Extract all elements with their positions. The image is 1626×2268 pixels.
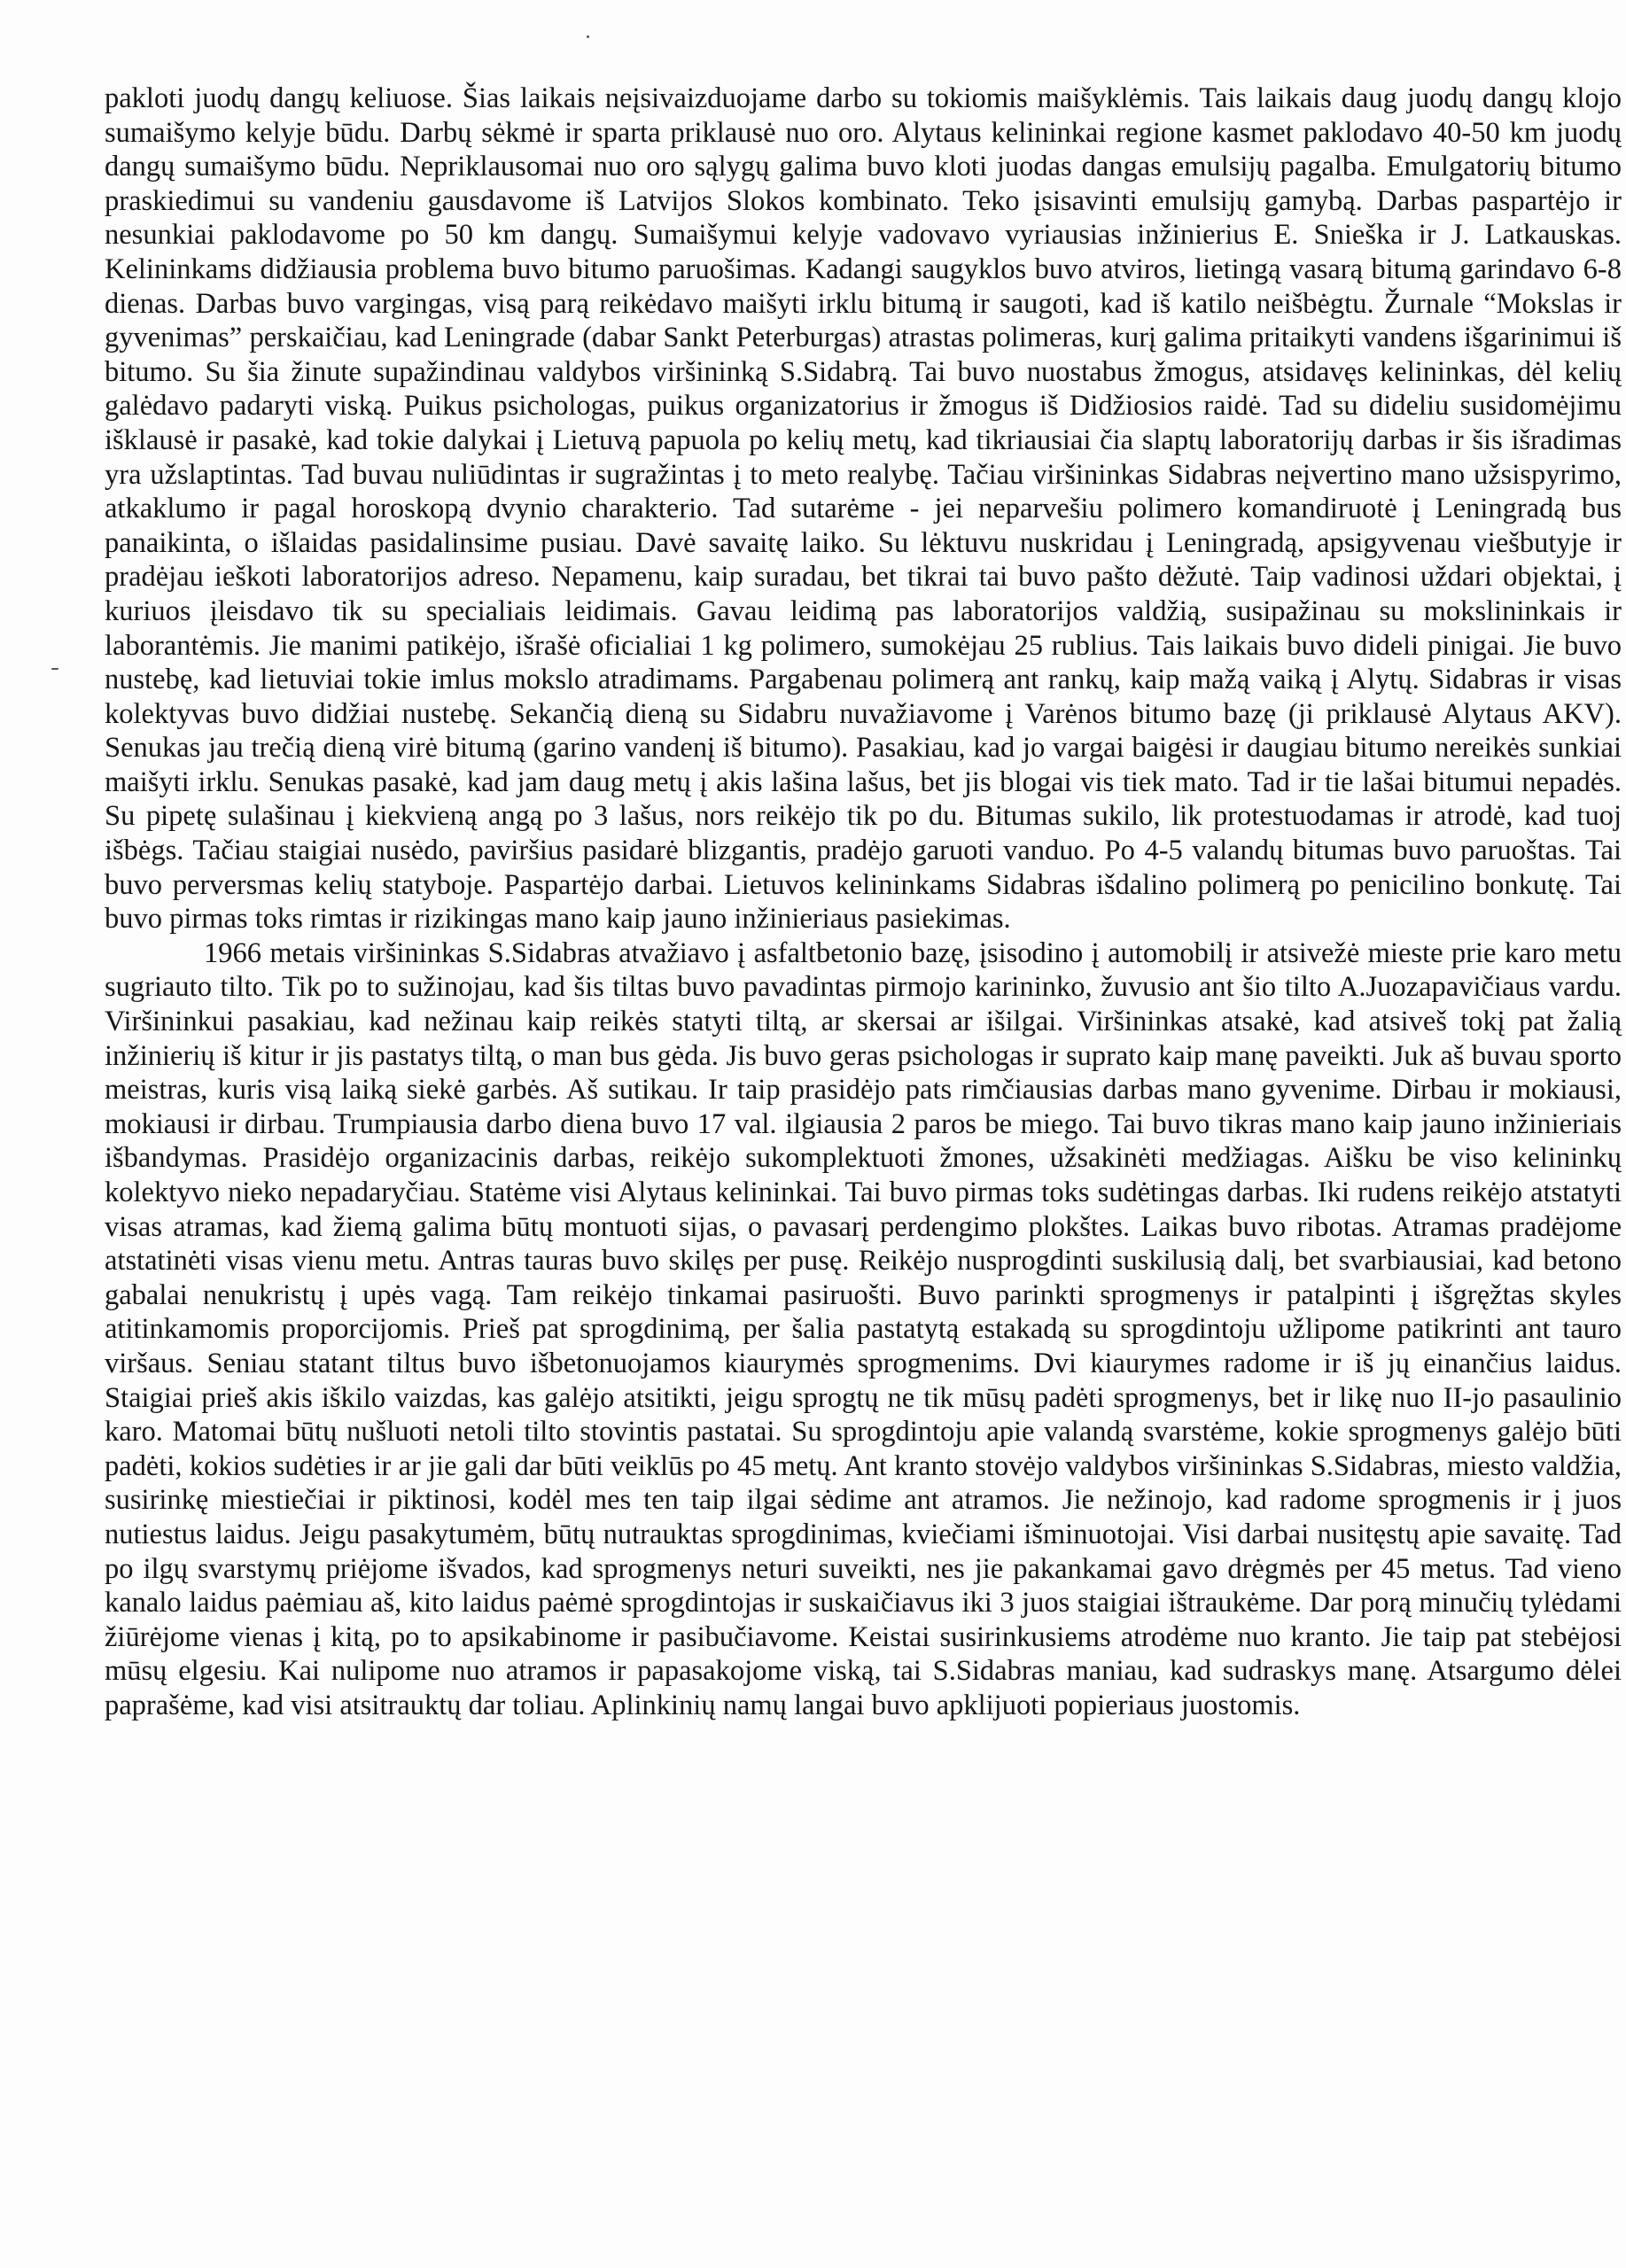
paragraph: 1966 metais viršininkas S.Sidabras atvažiavo į asfaltbetonio bazę, įsisodino į automobilį ir atsivežė mieste prie karo metu sugriauto tilto. Tik po to sužinojau, kad šis tiltas buvo pavadintas pirmojo karininko, žuvusio ant šio tilto A.Juozapavičiaus vardu. Viršininkui pasakiau, kad nežinau kaip reikės statyti tiltą, ar skersai ar išilgai. Viršininkas atsakė, kad atsiveš tokį pat žalią inžinierių iš kitur ir jis pastatys tiltą, o man bus gėda. Jis buvo geras psichologas ir suprato kaip manę paveikti. Juk aš buvau sporto meistras, kuris visą laiką siekė garbės. Aš sutikau. Ir taip prasidėjo pats rimčiausias darbas mano gyvenime. Dirbau ir mokiausi, mokiausi ir dirbau. Trumpiausia darbo diena buvo 17 val. ilgiausia 2 paros be miego. Tai buvo tikras mano kaip jauno inžinieriais išbandymas. Prasidėjo organizacinis darbas, reikėjo sukomplektuoti žmones, užsakinėti medžiagas. Aišku be viso kelininkų kolektyvo nieko nepadaryčiau. Statėme visi Alytaus kelininkai. Tai buvo pirmas toks sudėtingas darbas. Iki rudens reikėjo atstatyti visas atramas, kad žiemą galima būtų montuoti sijas, o pavasarį perdengimo plokštes. Laikas buvo ribotas. Atramas pradėjome atstatinėti visas vienu metu. Antras tauras buvo skilęs per pusę. Reikėjo nusprogdinti suskilusią dalį, bet svarbiausiai, kad betono gabalai nenukristų į upės vagą. Tam reikėjo tinkamai pasiruošti. Buvo parinkti sprogmenys ir patalpinti į išgręžtas skyles atitinkamomis proporcijomis. Prieš pat sprogdinimą, per šalia pastatytą estakadą su sprogdintoju užlipome patikrinti ant tauro viršaus. Seniau statant tiltus buvo išbetonuojamos kiaurymės sprogmenims. Dvi kiaurymes radome ir iš jų einančius laidus. Staigiai prieš akis iškilo vaizdas, kas galėjo atsitikti, jeigu sprogtų ne tik mūsų padėti sprogmenys, bet ir likę nuo II-jo pasaulinio karo. Matomai būtų nušluoti netoli tilto stovintis pastatai. Su sprogdintoju apie valandą svarstėme, kokie sprogmenys galėjo būti padėti, kokios sudėties ir ar jie gali dar būti veiklūs po 45 metų. Ant kranto stovėjo valdybos viršininkas S.Sidabras, miesto valdžia, susirinkę miestiečiai ir piktinosi, kodėl mes ten taip ilgai sėdime ant atramos. Jie nežinojo, kad radome sprogmenis ir į juos nutiestus laidus. Jeigu pasakytumėm, būtų nutrauktas sprogdinimas, kviečiami išminuotojai. Visi darbai nusitęstų apie savaitę. Tad po ilgų svarstymų priėjome išvados, kad sprogmenys neturi suveikti, nes jie pakankamai gavo drėgmės per 45 metus. Tad vieno kanalo laidus paėmiau aš, kito laidus paėmė sprogdintojas ir suskaičiavus iki 3 juos staigiai ištraukėme. Dar porą minučių tylėdami žiūrėjome vienas į kitą, po to apsikabinome ir pasibučiavome. Keistai susirinkusiems atrodėme nuo kranto. Jie taip pat stebėjosi mūsų elgesiu. Kai nulipome nuo atramos ir papasakojome viską, tai S.Sidabras maniau, kad sudraskys manę. Atsargumo dėlei paprašėme, kad visi atsitrauktų dar toliau. Aplinkinių namų langai buvo apklijuoti popieriaus juostomis. [105, 936, 1622, 1721]
scan-dot-left [51, 668, 58, 670]
paragraph: pakloti juodų dangų keliuose. Šias laikais neįsivaizduojame darbo su tokiomis maišyklėmis. Tais laikais daug juodų dangų klojo sumaišymo kelyje būdu. Darbų sėkmė ir sparta priklausė nuo oro. Alytaus kelininkai regione kasmet paklodavo 40-50 km juodų dangų sumaišymo būdu. Nepriklausomai nuo oro sąlygų galima buvo kloti juodas dangas emulsijų pagalba. Emulgatorių bitumo praskiedimui su vandeniu gausdavome iš Latvijos Slokos kombinato. Teko įsisavinti emulsijų gamybą. Darbas paspartėjo ir nesunkiai paklodavome po 50 km dangų. Sumaišymui kelyje vadovavo vyriausias inžinierius E. Snieška ir J. Latkauskas. Kelininkams didžiausia problema buvo bitumo paruošimas. Kadangi saugyklos buvo atviros, lietingą vasarą bitumą garindavo 6-8 dienas. Darbas buvo vargingas, visą parą reikėdavo maišyti irklu bitumą ir saugoti, kad iš katilo neišbėgtu. Žurnale “Mokslas ir gyvenimas” perskaičiau, kad Leningrade (dabar Sankt Peterburgas) atrastas polimeras, kurį galima pritaikyti vandens išgarinimui iš bitumo. Su šia žinute supažindinau valdybos viršininką S.Sidabrą. Tai buvo nuostabus žmogus, atsidavęs kelininkas, dėl kelių galėdavo padaryti viską. Puikus psichologas, puikus organizatorius ir žmogus iš Didžiosios raidė. Tad su dideliu susidomėjimu išklausė ir pasakė, kad tokie dalykai į Lietuvą papuola po kelių metų, kad tikriausiai čia slaptų laboratorijų darbas ir šis išradimas yra užslaptintas. Tad buvau nuliūdintas ir sugražintas į to meto realybę. Tačiau viršininkas Sidabras neįvertino mano užsispyrimo, atkaklumo ir pagal horoskopą dvynio charakterio. Tad sutarėme - jei neparvešiu polimero komandiruotė į Leningradą bus panaikinta, o išlaidas pasidalinsime pusiau. Davė savaitę laiko. Su lėktuvu nuskridau į Leningradą, apsigyvenau viešbutyje ir pradėjau ieškoti laboratorijos adreso. Nepamenu, kaip suradau, bet tikrai tai buvo pašto dėžutė. Taip vadinosi uždari objektai, į kuriuos įleisdavo tik su specialiais leidimais. Gavau leidimą pas laboratorijos valdžią, susipažinau su mokslininkais ir laborantėmis. Jie manimi patikėjo, išrašė oficialiai 1 kg polimero, sumokėjau 25 rublius. Tais laikais buvo dideli pinigai. Jie buvo nustebę, kad lietuviai tokie imlus mokslo atradimams. Pargabenau polimerą ant rankų, kaip mažą vaiką į Alytų. Sidabras ir visas kolektyvas buvo didžiai nustebę. Sekančią dieną su Sidabru nuvažiavome į Varėnos bitumo bazę (ji priklausė Alytaus AKV). Senukas jau trečią dieną virė bitumą (garino vandenį iš bitumo). Pasakiau, kad jo vargai baigėsi ir daugiau bitumo nereikės sunkiai maišyti irklu. Senukas pasakė, kad jam daug metų į akis lašina lašus, bet jis blogai vis tiek mato. Tad ir tie lašai bitumui nepadės. Su pipetę sulašinau į kiekvieną angą po 3 lašus, nors reikėjo tik po du. Bitumas sukilo, lik protestuodamas ir atrodė, kad tuoj išbėgs. Tačiau staigiai nusėdo, paviršius pasidarė blizgantis, pradėjo garuoti vanduo. Po 4-5 valandų bitumas buvo paruoštas. Tai buvo perversmas kelių statyboje. Paspartėjo darbai. Lietuvos kelininkams Sidabras išdalino polimerą po penicilino bonkutę. Tai buvo pirmas toks rimtas ir rizikingas mano kaip jauno inžinieriaus pasiekimas. [105, 82, 1622, 936]
scan-dot-top [587, 35, 589, 38]
document-body [105, 82, 1622, 1723]
